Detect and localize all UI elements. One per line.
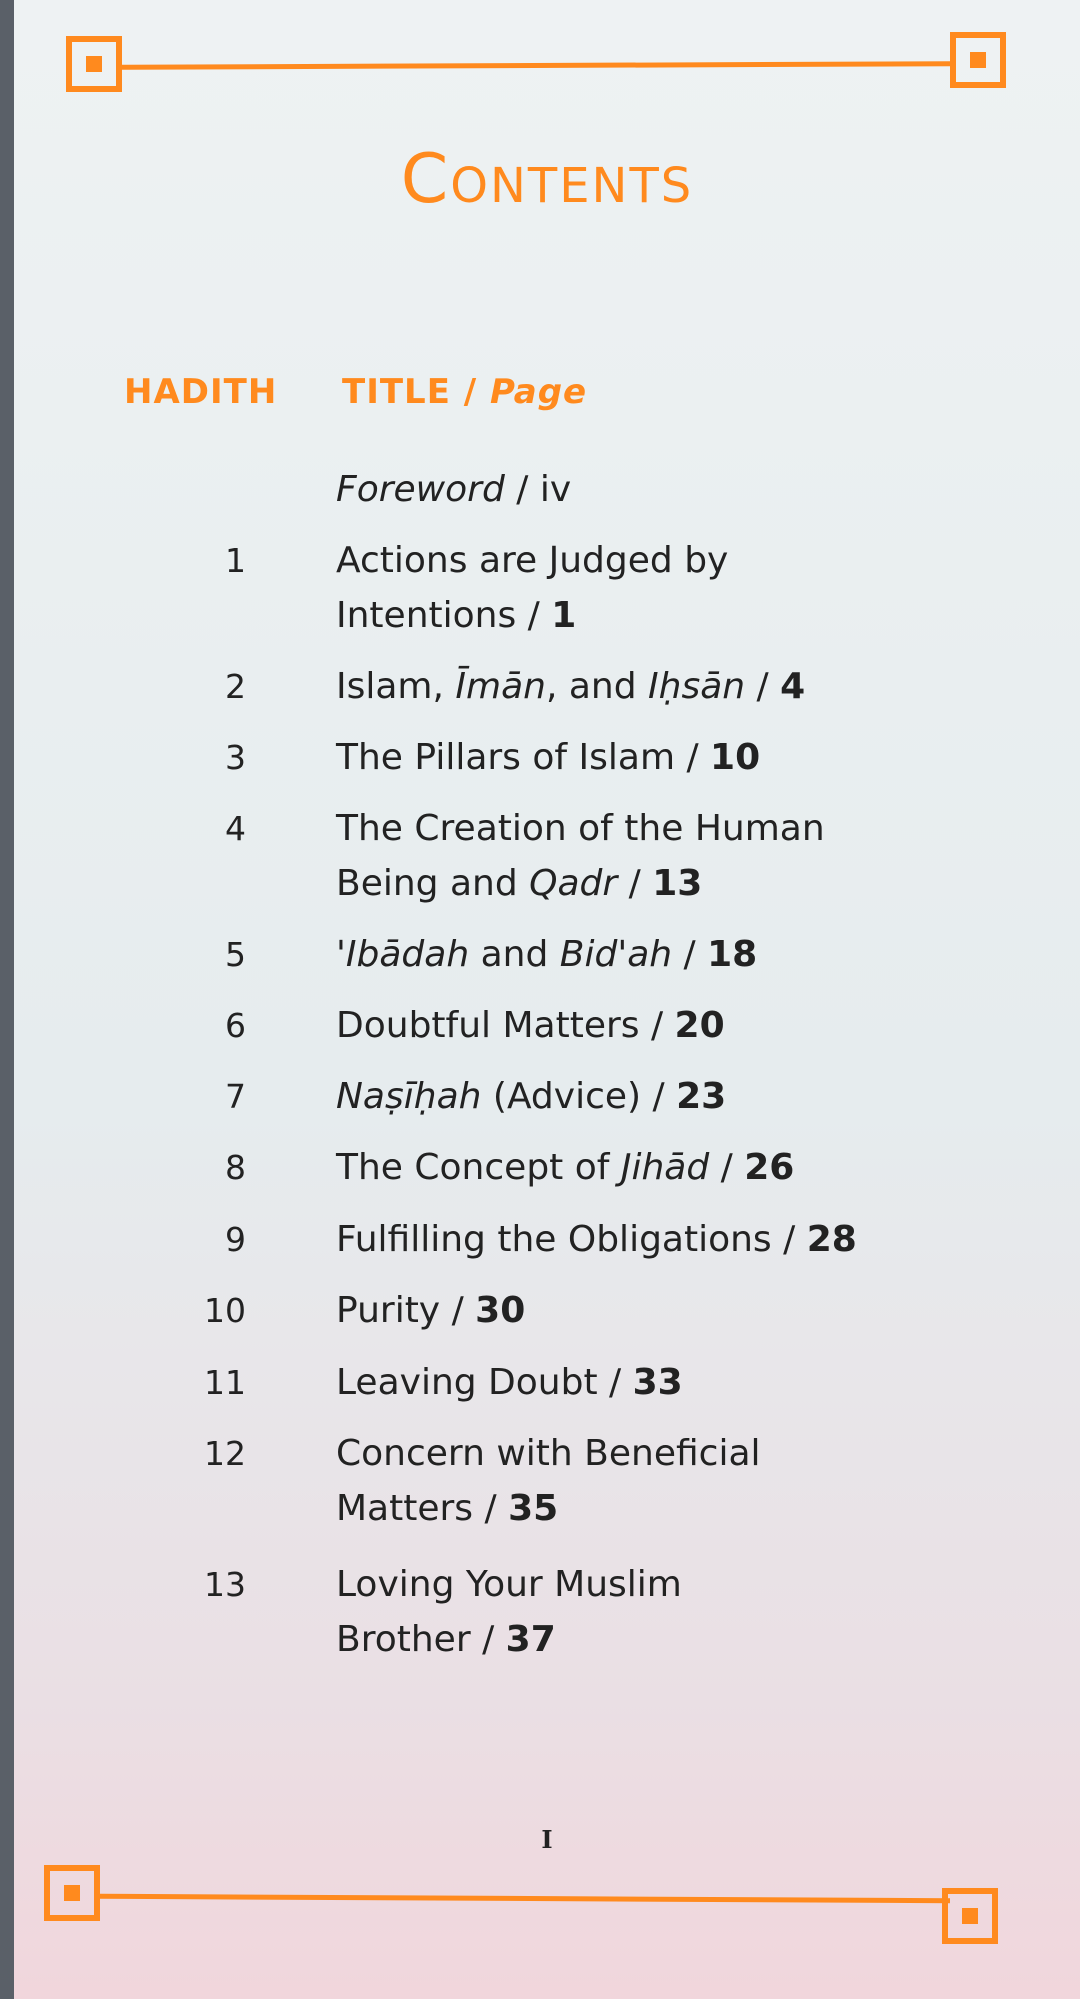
entry-page: 13 xyxy=(652,863,703,904)
entry-text xyxy=(336,1140,976,1195)
entry-title-line1: Actions are Judged by xyxy=(336,540,729,581)
hadith-number: 11 xyxy=(204,1363,246,1402)
entry-page: 30 xyxy=(475,1290,526,1331)
entry-title: Leaving Doubt xyxy=(336,1362,598,1403)
entry-title: Purity xyxy=(336,1290,441,1331)
entry-text xyxy=(336,1283,976,1338)
entry-page: 26 xyxy=(744,1147,795,1188)
bottom-left-ornament xyxy=(44,1865,100,1921)
entry-title-italic: Īmān xyxy=(455,666,546,707)
entry-separator: / xyxy=(672,934,708,975)
entry-page: 18 xyxy=(707,934,758,975)
entry-separator: / xyxy=(516,595,552,636)
entry-text xyxy=(336,927,976,982)
entry-page: 1 xyxy=(551,595,577,636)
entry-text xyxy=(336,801,976,911)
entry-text xyxy=(336,1069,976,1124)
entry-separator: / xyxy=(709,1147,745,1188)
entry-text xyxy=(336,462,976,517)
top-right-ornament xyxy=(950,32,1006,88)
entry-title-line1: The Creation of the Human xyxy=(336,808,825,849)
entry-title-italic: Iḥsān xyxy=(648,666,746,707)
entry-title-italic: Jihād xyxy=(620,1147,710,1188)
entry-title-line2: Brother xyxy=(336,1619,471,1660)
entry-page: 33 xyxy=(632,1362,683,1403)
entry-title-part: , and xyxy=(545,666,649,707)
entry-page: 35 xyxy=(508,1488,559,1529)
top-rule xyxy=(120,61,950,70)
entry-title-italic: Qadr xyxy=(529,863,618,904)
ornament-dot xyxy=(962,1908,978,1924)
hadith-number: 7 xyxy=(225,1077,246,1116)
entry-title: Fulfilling the Obligations xyxy=(336,1219,772,1260)
entry-separator: / xyxy=(504,469,540,510)
ornament-dot xyxy=(86,56,102,72)
entry-separator: / xyxy=(473,1488,509,1529)
entry-separator: / xyxy=(745,666,781,707)
page-title: Contents xyxy=(400,140,694,219)
entry-page: 20 xyxy=(674,1005,725,1046)
entry-title: Doubtful Matters xyxy=(336,1005,640,1046)
hadith-number: 6 xyxy=(225,1006,246,1045)
entry-title-line2: Matters xyxy=(336,1488,474,1529)
entry-title-line1: Concern with Beneficial xyxy=(336,1433,761,1474)
entry-title-italic: Bid'ah xyxy=(559,934,673,975)
entry-text xyxy=(336,1426,976,1536)
entry-text xyxy=(336,533,976,643)
entry-text xyxy=(336,1212,976,1267)
entry-title-line2: Being and xyxy=(336,863,530,904)
ornament-dot xyxy=(64,1885,80,1901)
column-header-title xyxy=(342,372,587,412)
hadith-number: 12 xyxy=(204,1434,246,1473)
hadith-number: 10 xyxy=(204,1291,246,1330)
hadith-number: 9 xyxy=(225,1220,246,1259)
entry-title-part: The Concept of xyxy=(336,1147,621,1188)
entry-title-line2: Intentions xyxy=(336,595,517,636)
entry-title-part: Islam, xyxy=(336,666,456,707)
entry-page: iv xyxy=(539,469,572,510)
entry-separator: / xyxy=(470,1619,506,1660)
bottom-right-ornament xyxy=(942,1888,998,1944)
entry-title-italic: 'Ibādah xyxy=(336,934,470,975)
entry-title-part: (Advice) xyxy=(481,1076,642,1117)
entry-page: 23 xyxy=(676,1076,727,1117)
entry-separator: / xyxy=(675,737,711,778)
book-page xyxy=(14,0,1080,1999)
entry-text xyxy=(336,1355,976,1410)
entry-separator: / xyxy=(641,1076,677,1117)
hadith-number: 3 xyxy=(225,738,246,777)
entry-separator: / xyxy=(440,1290,476,1331)
entry-page: 28 xyxy=(806,1219,857,1260)
hadith-number: 2 xyxy=(225,667,246,706)
entry-text xyxy=(336,659,976,714)
hadith-number: 13 xyxy=(204,1565,246,1604)
entry-separator: / xyxy=(597,1362,633,1403)
entry-page: 37 xyxy=(505,1619,556,1660)
column-header-page-label: Page xyxy=(490,372,588,412)
bottom-rule xyxy=(98,1894,950,1903)
entry-separator: / xyxy=(771,1219,807,1260)
hadith-number: 4 xyxy=(225,809,246,848)
column-header-title-label: TITLE / xyxy=(342,372,491,412)
column-header-hadith: HADITH xyxy=(124,372,278,412)
hadith-number: 1 xyxy=(225,541,246,580)
entry-text xyxy=(336,1557,976,1667)
ornament-dot xyxy=(970,52,986,68)
entry-text xyxy=(336,998,976,1053)
entry-title: Foreword xyxy=(336,469,505,510)
hadith-number: 5 xyxy=(225,935,246,974)
page-number: I xyxy=(541,1825,553,1854)
entry-separator: / xyxy=(639,1005,675,1046)
entry-title-italic: Naṣīḥah xyxy=(336,1076,482,1117)
entry-page: 10 xyxy=(710,737,761,778)
entry-separator: / xyxy=(617,863,653,904)
entry-page: 4 xyxy=(780,666,806,707)
entry-title-line1: Loving Your Muslim xyxy=(336,1564,682,1605)
entry-title-part: and xyxy=(469,934,560,975)
entry-title: The Pillars of Islam xyxy=(336,737,676,778)
entry-text xyxy=(336,730,976,785)
hadith-number: 8 xyxy=(225,1148,246,1187)
top-left-ornament xyxy=(66,36,122,92)
